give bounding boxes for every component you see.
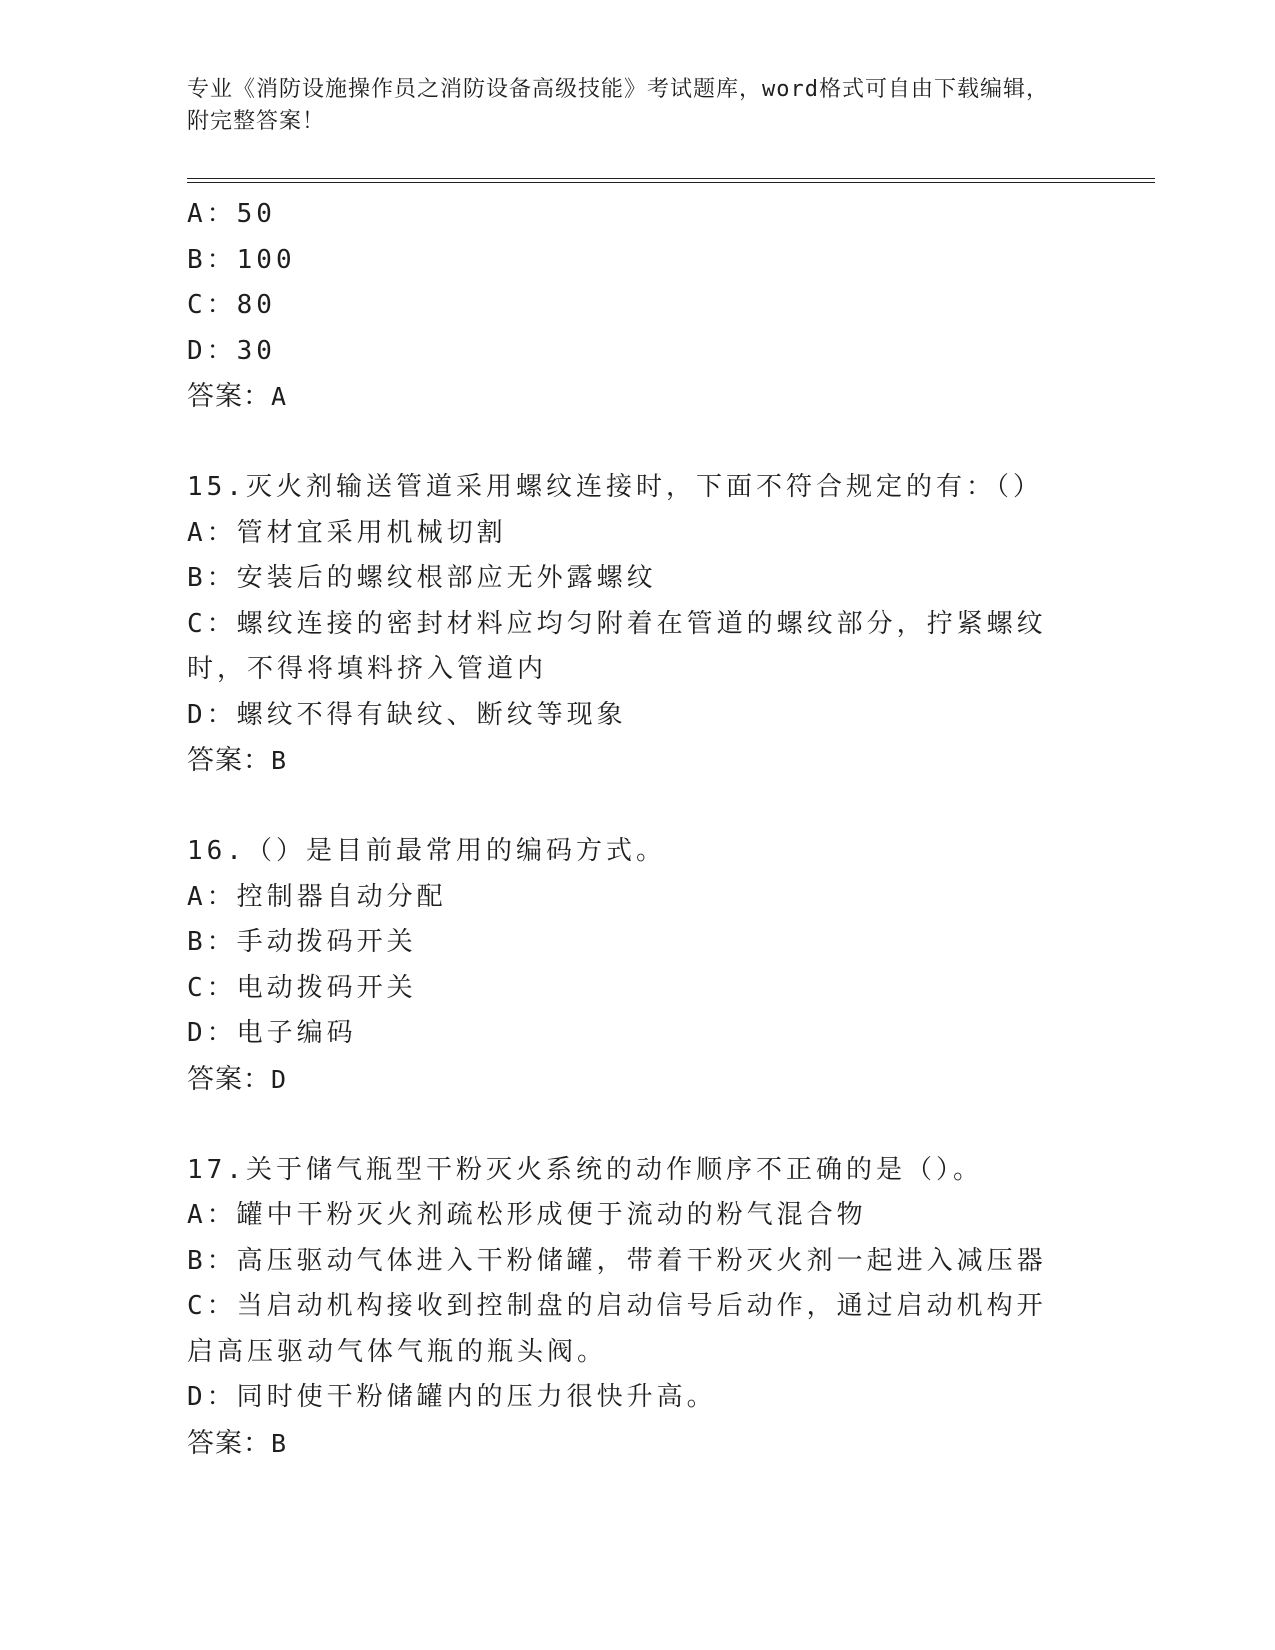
option-b: B：安装后的螺纹根部应无外露螺纹 xyxy=(187,563,657,593)
question-16 xyxy=(187,829,1087,1102)
answer-line xyxy=(187,1421,1087,1467)
header-divider-top xyxy=(187,178,1155,179)
option-b: B：手动拨码开关 xyxy=(187,927,417,957)
option-d: D：螺纹不得有缺纹、断纹等现象 xyxy=(187,699,627,730)
option-a: A：罐中干粉灭火剂疏松形成便于流动的粉气混合物 xyxy=(187,1200,867,1230)
answer-label: 答案： xyxy=(187,1063,271,1095)
option-a: A：50 xyxy=(187,199,276,229)
spacer xyxy=(187,420,1087,466)
option-d: D：同时使干粉储罐内的压力很快升高。 xyxy=(187,1382,717,1412)
option-d: D：电子编码 xyxy=(187,1018,357,1048)
spacer xyxy=(187,1102,1087,1148)
answer-value: B xyxy=(271,746,288,775)
option-a: A：控制器自动分配 xyxy=(187,881,447,912)
answer-value: D xyxy=(271,1064,288,1094)
question-15 xyxy=(187,465,1087,784)
answer-label: 答案： xyxy=(187,1427,271,1459)
answer-line xyxy=(187,1057,1087,1103)
question-14 xyxy=(187,192,1087,420)
answer-value: A xyxy=(271,382,288,411)
question-stem: 15.灭火剂输送管道采用螺纹连接时，下面不符合规定的有：（） xyxy=(187,472,1043,502)
question-stem: 16.（）是目前最常用的编码方式。 xyxy=(187,836,666,866)
option-a: A：管材宜采用机械切割 xyxy=(187,517,507,548)
header-divider-bottom xyxy=(187,182,1155,183)
option-d: D：30 xyxy=(187,335,276,366)
option-c: C：电动拨码开关 xyxy=(187,972,417,1003)
option-c: C：当启动机构接收到控制盘的启动信号后动作，通过启动机构开启高压驱动气体气瓶的瓶头阀。 xyxy=(187,1291,1047,1367)
question-list xyxy=(187,192,1087,1466)
option-c: C：螺纹连接的密封材料应均匀附着在管道的螺纹部分，拧紧螺纹时，不得将填料挤入管道内 xyxy=(187,608,1047,684)
answer-line xyxy=(187,374,1087,420)
question-stem: 17.关于储气瓶型干粉灭火系统的动作顺序不正确的是（）。 xyxy=(187,1154,983,1185)
option-b: B：高压驱动气体进入干粉储罐，带着干粉灭火剂一起进入减压器 xyxy=(187,1245,1047,1276)
answer-label: 答案： xyxy=(187,745,271,776)
answer-label: 答案： xyxy=(187,381,271,412)
spacer xyxy=(187,784,1087,830)
document-header: 专业《消防设施操作员之消防设备高级技能》考试题库，word格式可自由下载编辑，附完整答案！ xyxy=(187,77,1049,134)
option-c: C：80 xyxy=(187,290,276,320)
option-b: B：100 xyxy=(187,244,296,275)
question-17 xyxy=(187,1148,1087,1467)
answer-value: B xyxy=(271,1428,288,1458)
answer-line xyxy=(187,738,1087,784)
